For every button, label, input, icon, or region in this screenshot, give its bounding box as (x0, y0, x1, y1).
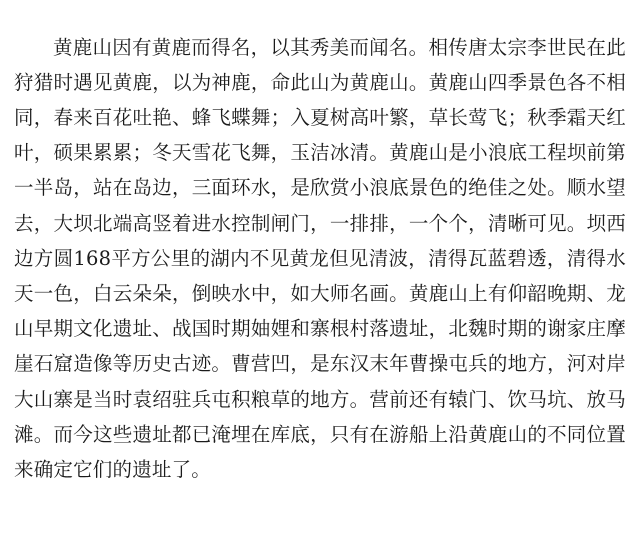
article-paragraph: 黄鹿山因有黄鹿而得名，以其秀美而闻名。相传唐太宗李世民在此狩猎时遇见黄鹿，以为神鹿，命此山为黄鹿山。黄鹿山四季景色各不相同，春来百花吐艳、蜂飞蝶舞；入夏树高叶繁，草长莺飞；秋季霜天红叶，硕果累累；冬天雪花飞舞，玉洁冰清。黄鹿山是小浪底工程坝前第一半岛，站在岛边，三面环水，是欣赏小浪底景色的绝佳之处。顺水望去，大坝北端高竖着进水控制闸门，一排排，一个个，清晰可见。坝西边方圆168平方公里的湖内不见黄龙但见清波，清得瓦蓝碧透，清得水天一色，白云朵朵，倒映水中，如大师名画。黄鹿山上有仰韶晚期、龙山早期文化遗址、战国时期妯娌和寨根村落遗址，北魏时期的谢家庄摩崖石窟造像等历史古迹。曹营凹，是东汉末年曹操屯兵的地方，河对岸大山寨是当时袁绍驻兵屯积粮草的地方。营前还有辕门、饮马坑、放马滩。而今这些遗址都已淹埋在库底，只有在游船上沿黄鹿山的不同位置来确定它们的遗址了。 (14, 35, 626, 481)
